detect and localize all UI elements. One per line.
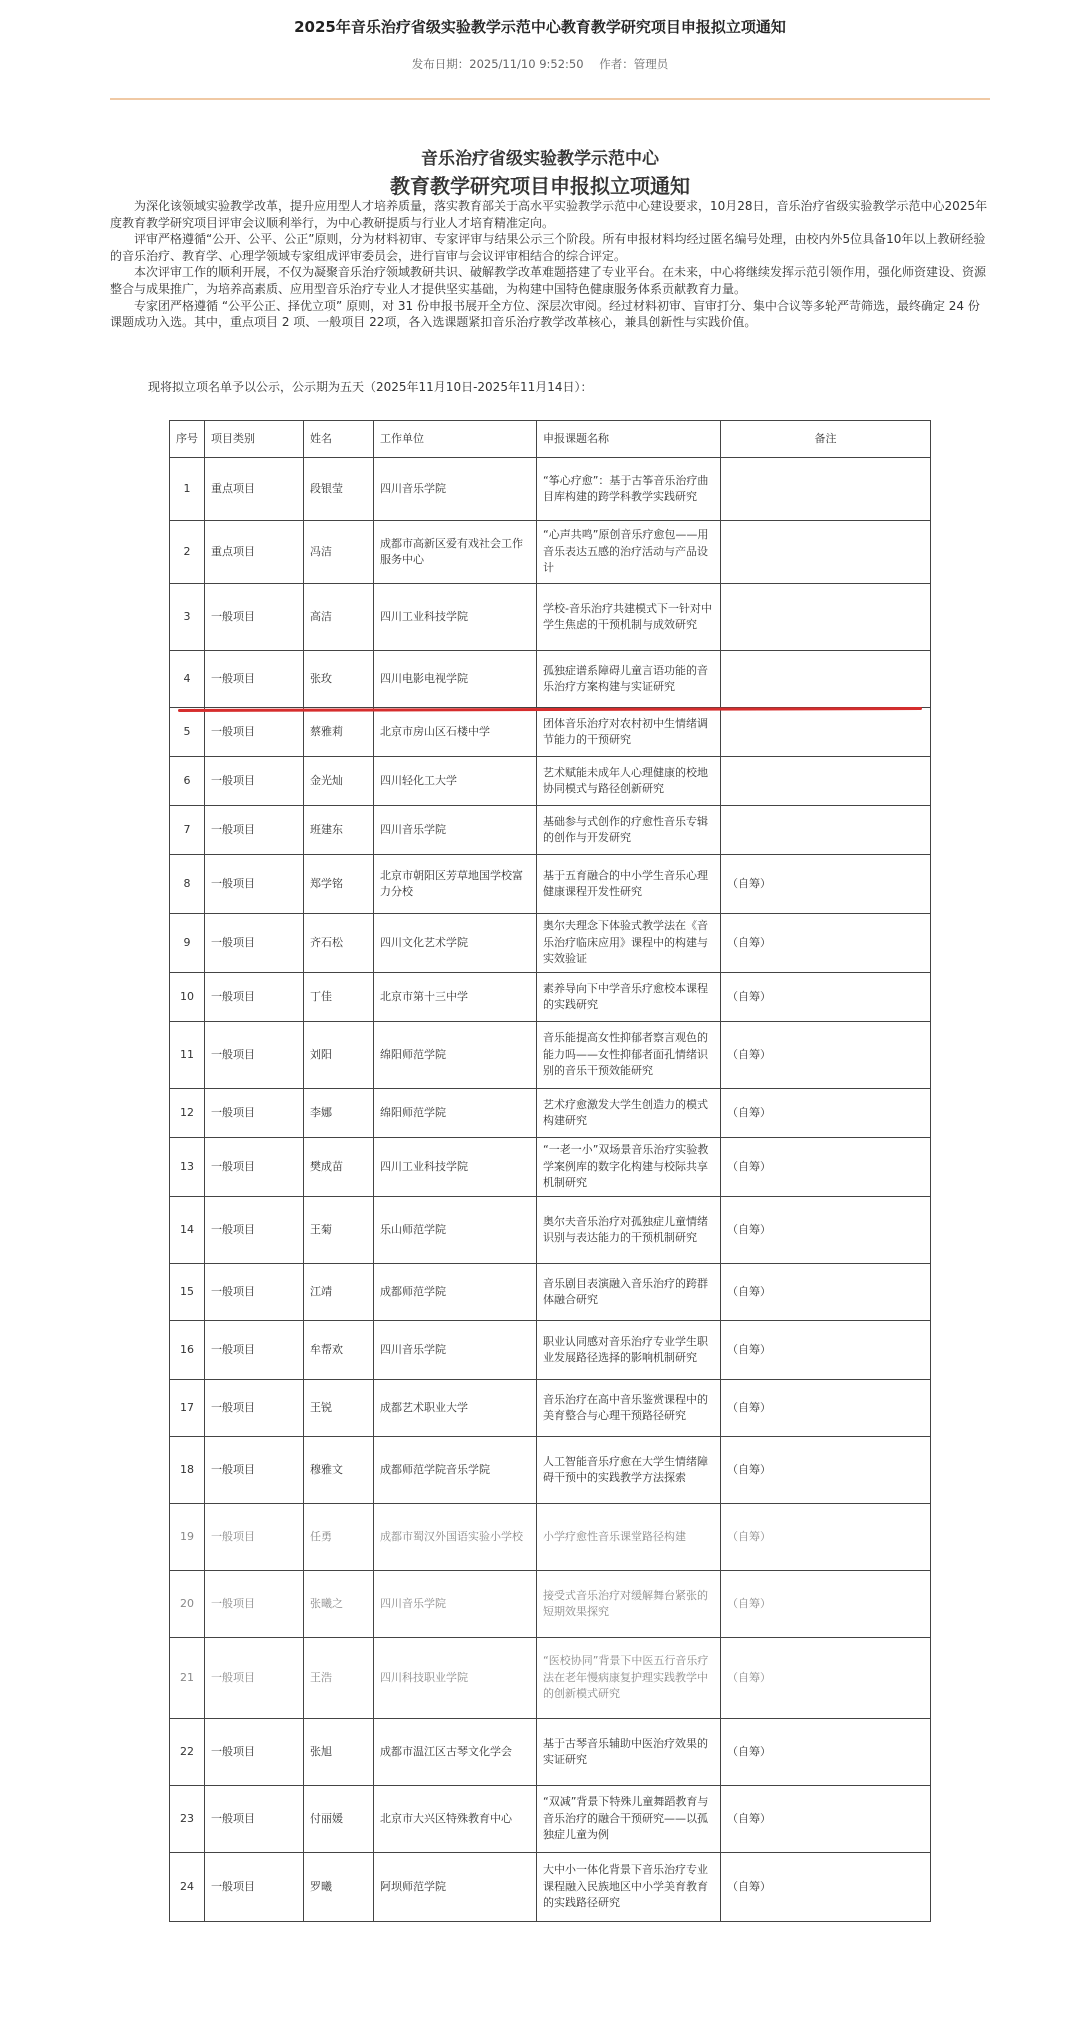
cell-topic: 接受式音乐治疗对缓解舞台紧张的短期效果探究 [537, 1571, 721, 1638]
cell-type: 一般项目 [205, 1786, 304, 1853]
cell-name: 穆雅文 [304, 1437, 374, 1504]
cell-note: （自筹） [721, 1089, 931, 1138]
cell-note: （自筹） [721, 1437, 931, 1504]
cell-unit: 北京市房山区石楼中学 [374, 708, 537, 757]
cell-type: 一般项目 [205, 914, 304, 973]
cell-topic: “医校协同”背景下中医五行音乐疗法在老年慢病康复护理实践教学中的创新模式研究 [537, 1638, 721, 1719]
cell-no: 20 [170, 1571, 205, 1638]
table-row [170, 1321, 931, 1380]
cell-type: 一般项目 [205, 584, 304, 651]
header-name: 姓名 [304, 421, 374, 458]
cell-note: （自筹） [721, 1264, 931, 1321]
cell-name: 任勇 [304, 1504, 374, 1571]
cell-note: （自筹） [721, 855, 931, 914]
header-no: 序号 [170, 421, 205, 458]
cell-topic: 基础参与式创作的疗愈性音乐专辑的创作与开发研究 [537, 806, 721, 855]
cell-note: （自筹） [721, 1138, 931, 1197]
cell-unit: 四川工业科技学院 [374, 1138, 537, 1197]
table-row [170, 651, 931, 708]
table-row [170, 1638, 931, 1719]
cell-unit: 四川文化艺术学院 [374, 914, 537, 973]
cell-name: 高洁 [304, 584, 374, 651]
cell-unit: 北京市大兴区特殊教育中心 [374, 1786, 537, 1853]
cell-name: 王菊 [304, 1197, 374, 1264]
cell-no: 5 [170, 708, 205, 757]
table-row [170, 708, 931, 757]
cell-type: 一般项目 [205, 1638, 304, 1719]
cell-name: 段银莹 [304, 458, 374, 521]
cell-no: 18 [170, 1437, 205, 1504]
cell-note [721, 458, 931, 521]
table-row [170, 855, 931, 914]
cell-unit: 成都艺术职业大学 [374, 1380, 537, 1437]
table-row [170, 1264, 931, 1321]
cell-note [721, 651, 931, 708]
cell-unit: 四川轻化工大学 [374, 757, 537, 806]
cell-type: 一般项目 [205, 757, 304, 806]
cell-type: 一般项目 [205, 1437, 304, 1504]
cell-name: 王锐 [304, 1380, 374, 1437]
table-row [170, 458, 931, 521]
cell-type: 一般项目 [205, 651, 304, 708]
table-row [170, 1571, 931, 1638]
cell-no: 19 [170, 1504, 205, 1571]
table-row [170, 584, 931, 651]
cell-type: 一般项目 [205, 973, 304, 1022]
header-divider [110, 98, 990, 100]
cell-note [721, 708, 931, 757]
cell-topic: 基于五育融合的中小学生音乐心理健康课程开发性研究 [537, 855, 721, 914]
article-body [110, 198, 990, 331]
table-row [170, 973, 931, 1022]
cell-note: （自筹） [721, 1571, 931, 1638]
cell-type: 一般项目 [205, 1022, 304, 1089]
cell-note: （自筹） [721, 1197, 931, 1264]
cell-note: （自筹） [721, 973, 931, 1022]
cell-type: 一般项目 [205, 1197, 304, 1264]
paragraph: 评审严格遵循“公开、公平、公正”原则，分为材料初审、专家评审与结果公示三个阶段。所有申报材料均经过匿名编号处理，由校内外5位具备10年以上教研经验的音乐治疗、教育学、心理学领域专家组成评审委员会，进行盲审与会议评审相结合的综合评定。 [110, 232, 986, 263]
cell-unit: 成都市温江区古琴文化学会 [374, 1719, 537, 1786]
cell-name: 李娜 [304, 1089, 374, 1138]
project-table [169, 420, 931, 1922]
paragraph: 为深化该领域实验教学改革，提升应用型人才培养质量，落实教育部关于高水平实验教学示范中心建设要求，10月28日，音乐治疗省级实验教学示范中心2025年度教育教学研究项目评审会议顺利举行，为中心教研提质与行业人才培育精准定向。 [110, 199, 988, 230]
cell-type: 一般项目 [205, 1504, 304, 1571]
cell-no: 8 [170, 855, 205, 914]
table-row [170, 757, 931, 806]
header-note: 备注 [721, 421, 931, 458]
cell-note [721, 806, 931, 855]
cell-unit: 四川音乐学院 [374, 1321, 537, 1380]
table-row [170, 914, 931, 973]
cell-unit: 成都师范学院音乐学院 [374, 1437, 537, 1504]
cell-name: 班建东 [304, 806, 374, 855]
cell-unit: 四川音乐学院 [374, 806, 537, 855]
cell-name: 牟帮欢 [304, 1321, 374, 1380]
cell-no: 3 [170, 584, 205, 651]
cell-no: 13 [170, 1138, 205, 1197]
cell-no: 9 [170, 914, 205, 973]
cell-type: 一般项目 [205, 1380, 304, 1437]
cell-note: （自筹） [721, 1504, 931, 1571]
cell-type: 一般项目 [205, 1264, 304, 1321]
cell-unit: 四川音乐学院 [374, 1571, 537, 1638]
cell-unit: 四川电影电视学院 [374, 651, 537, 708]
cell-name: 张旭 [304, 1719, 374, 1786]
cell-unit: 绵阳师范学院 [374, 1089, 537, 1138]
table-row [170, 1380, 931, 1437]
table-row [170, 1197, 931, 1264]
cell-no: 14 [170, 1197, 205, 1264]
cell-topic: 素养导向下中学音乐疗愈校本课程的实践研究 [537, 973, 721, 1022]
table-row [170, 806, 931, 855]
cell-unit: 四川音乐学院 [374, 458, 537, 521]
cell-topic: 孤独症谱系障碍儿童言语功能的音乐治疗方案构建与实证研究 [537, 651, 721, 708]
cell-topic: “一老一小”双场景音乐治疗实验教学案例库的数字化构建与校际共享机制研究 [537, 1138, 721, 1197]
cell-note: （自筹） [721, 914, 931, 973]
cell-type: 一般项目 [205, 1719, 304, 1786]
table-row [170, 1022, 931, 1089]
cell-no: 24 [170, 1853, 205, 1922]
cell-no: 15 [170, 1264, 205, 1321]
cell-type: 一般项目 [205, 708, 304, 757]
cell-type: 重点项目 [205, 458, 304, 521]
cell-name: 冯洁 [304, 521, 374, 584]
cell-note: （自筹） [721, 1719, 931, 1786]
cell-type: 一般项目 [205, 806, 304, 855]
cell-topic: 艺术赋能未成年人心理健康的校地协同模式与路径创新研究 [537, 757, 721, 806]
cell-unit: 四川科技职业学院 [374, 1638, 537, 1719]
cell-note: （自筹） [721, 1022, 931, 1089]
cell-topic: 基于古琴音乐辅助中医治疗效果的实证研究 [537, 1719, 721, 1786]
cell-topic: 人工智能音乐疗愈在大学生情绪障碍干预中的实践教学方法探索 [537, 1437, 721, 1504]
cell-no: 17 [170, 1380, 205, 1437]
cell-type: 一般项目 [205, 1321, 304, 1380]
cell-name: 齐石松 [304, 914, 374, 973]
cell-no: 6 [170, 757, 205, 806]
cell-name: 付丽媛 [304, 1786, 374, 1853]
cell-topic: 音乐剧目表演融入音乐治疗的跨群体融合研究 [537, 1264, 721, 1321]
cell-type: 一般项目 [205, 1853, 304, 1922]
cell-unit: 阿坝师范学院 [374, 1853, 537, 1922]
cell-name: 蔡雅莉 [304, 708, 374, 757]
header-unit: 工作单位 [374, 421, 537, 458]
cell-name: 樊成苗 [304, 1138, 374, 1197]
cell-topic: 音乐治疗在高中音乐鉴赏课程中的美育整合与心理干预路径研究 [537, 1380, 721, 1437]
publish-date: 发布日期：2025/11/10 9:52:50 [411, 57, 584, 71]
cell-no: 1 [170, 458, 205, 521]
cell-name: 王浩 [304, 1638, 374, 1719]
cell-unit: 绵阳师范学院 [374, 1022, 537, 1089]
cell-topic: 奥尔夫理念下体验式教学法在《音乐治疗临床应用》课程中的构建与实效验证 [537, 914, 721, 973]
table-header-row [170, 421, 931, 458]
cell-name: 江靖 [304, 1264, 374, 1321]
cell-no: 23 [170, 1786, 205, 1853]
author: 作者：管理员 [599, 57, 669, 71]
cell-type: 一般项目 [205, 855, 304, 914]
cell-unit: 北京市朝阳区芳草地国学校富力分校 [374, 855, 537, 914]
cell-note: （自筹） [721, 1321, 931, 1380]
cell-no: 4 [170, 651, 205, 708]
header-type: 项目类别 [205, 421, 304, 458]
cell-no: 12 [170, 1089, 205, 1138]
cell-unit: 乐山师范学院 [374, 1197, 537, 1264]
cell-no: 22 [170, 1719, 205, 1786]
cell-name: 张曦之 [304, 1571, 374, 1638]
cell-topic: 艺术疗愈激发大学生创造力的模式构建研究 [537, 1089, 721, 1138]
table-row [170, 521, 931, 584]
cell-unit: 成都市高新区爱有戏社会工作服务中心 [374, 521, 537, 584]
cell-name: 张玫 [304, 651, 374, 708]
cell-note: （自筹） [721, 1380, 931, 1437]
cell-type: 一般项目 [205, 1571, 304, 1638]
cell-topic: “筝心疗愈”：基于古筝音乐治疗曲目库构建的跨学科教学实践研究 [537, 458, 721, 521]
cell-topic: 音乐能提高女性抑郁者察言观色的能力吗——女性抑郁者面孔情绪识别的音乐干预效能研究 [537, 1022, 721, 1089]
cell-name: 金光灿 [304, 757, 374, 806]
page-title: 2025年音乐治疗省级实验教学示范中心教育教学研究项目申报拟立项通知 [294, 18, 786, 36]
cell-no: 16 [170, 1321, 205, 1380]
table-row [170, 1504, 931, 1571]
cell-unit: 成都市蜀汉外国语实验小学校 [374, 1504, 537, 1571]
cell-topic: 团体音乐治疗对农村初中生情绪调节能力的干预研究 [537, 708, 721, 757]
cell-note [721, 584, 931, 651]
cell-unit: 四川工业科技学院 [374, 584, 537, 651]
article-heading-line1: 音乐治疗省级实验教学示范中心 [421, 149, 659, 169]
cell-name: 丁佳 [304, 973, 374, 1022]
cell-topic: “双减”背景下特殊儿童舞蹈教育与音乐治疗的融合干预研究——以孤独症儿童为例 [537, 1786, 721, 1853]
cell-topic: “心声共鸣”原创音乐疗愈包——用音乐表达五感的治疗活动与产品设计 [537, 521, 721, 584]
cell-no: 7 [170, 806, 205, 855]
paragraph: 专家团严格遵循 “公平公正、择优立项” 原则，对 31 份申报书展开全方位、深层次审阅。经过材料初审、盲审打分、集中合议等多轮严苛筛选，最终确定 24 份课题成功入选。其中，重点项目 2 项、一般项目 22项，各入选课题紧扣音乐治疗教学改革核心，兼具创新性与实践价值。 [110, 298, 980, 330]
cell-topic: 学校-音乐治疗共建模式下一针对中学生焦虑的干预机制与成效研究 [537, 584, 721, 651]
table-row [170, 1437, 931, 1504]
cell-no: 11 [170, 1022, 205, 1089]
cell-note: （自筹） [721, 1638, 931, 1719]
cell-topic: 奥尔夫音乐治疗对孤独症儿童情绪识别与表达能力的干预机制研究 [537, 1197, 721, 1264]
table-row [170, 1719, 931, 1786]
cell-topic: 小学疗愈性音乐课堂路径构建 [537, 1504, 721, 1571]
header-topic: 申报课题名称 [537, 421, 721, 458]
lead-sentence: 现将拟立项名单予以公示，公示期为五天（2025年11月10日-2025年11月14日）： [148, 380, 593, 394]
cell-type: 一般项目 [205, 1138, 304, 1197]
table-row [170, 1853, 931, 1922]
article-heading-line2: 教育教学研究项目申报拟立项通知 [390, 174, 690, 198]
cell-topic: 职业认同感对音乐治疗专业学生职业发展路径选择的影响机制研究 [537, 1321, 721, 1380]
cell-type: 一般项目 [205, 1089, 304, 1138]
cell-note [721, 757, 931, 806]
cell-name: 罗曦 [304, 1853, 374, 1922]
cell-note: （自筹） [721, 1853, 931, 1922]
cell-topic: 大中小一体化背景下音乐治疗专业课程融入民族地区中小学美育教育的实践路径研究 [537, 1853, 721, 1922]
cell-type: 重点项目 [205, 521, 304, 584]
cell-note: （自筹） [721, 1786, 931, 1853]
article-meta [0, 56, 1080, 72]
cell-no: 10 [170, 973, 205, 1022]
cell-name: 刘阳 [304, 1022, 374, 1089]
cell-note [721, 521, 931, 584]
cell-unit: 北京市第十三中学 [374, 973, 537, 1022]
table-row [170, 1786, 931, 1853]
table-row [170, 1089, 931, 1138]
paragraph: 本次评审工作的顺利开展，不仅为凝聚音乐治疗领域教研共识、破解教学改革难题搭建了专业平台。在未来，中心将继续发挥示范引领作用，强化师资建设、资源整合与成果推广，为培养高素质、应用型音乐治疗专业人才提供坚实基础，为构建中国特色健康服务体系贡献教育力量。 [110, 265, 987, 296]
cell-name: 郑学铭 [304, 855, 374, 914]
cell-no: 21 [170, 1638, 205, 1719]
table-row [170, 1138, 931, 1197]
cell-unit: 成都师范学院 [374, 1264, 537, 1321]
cell-no: 2 [170, 521, 205, 584]
